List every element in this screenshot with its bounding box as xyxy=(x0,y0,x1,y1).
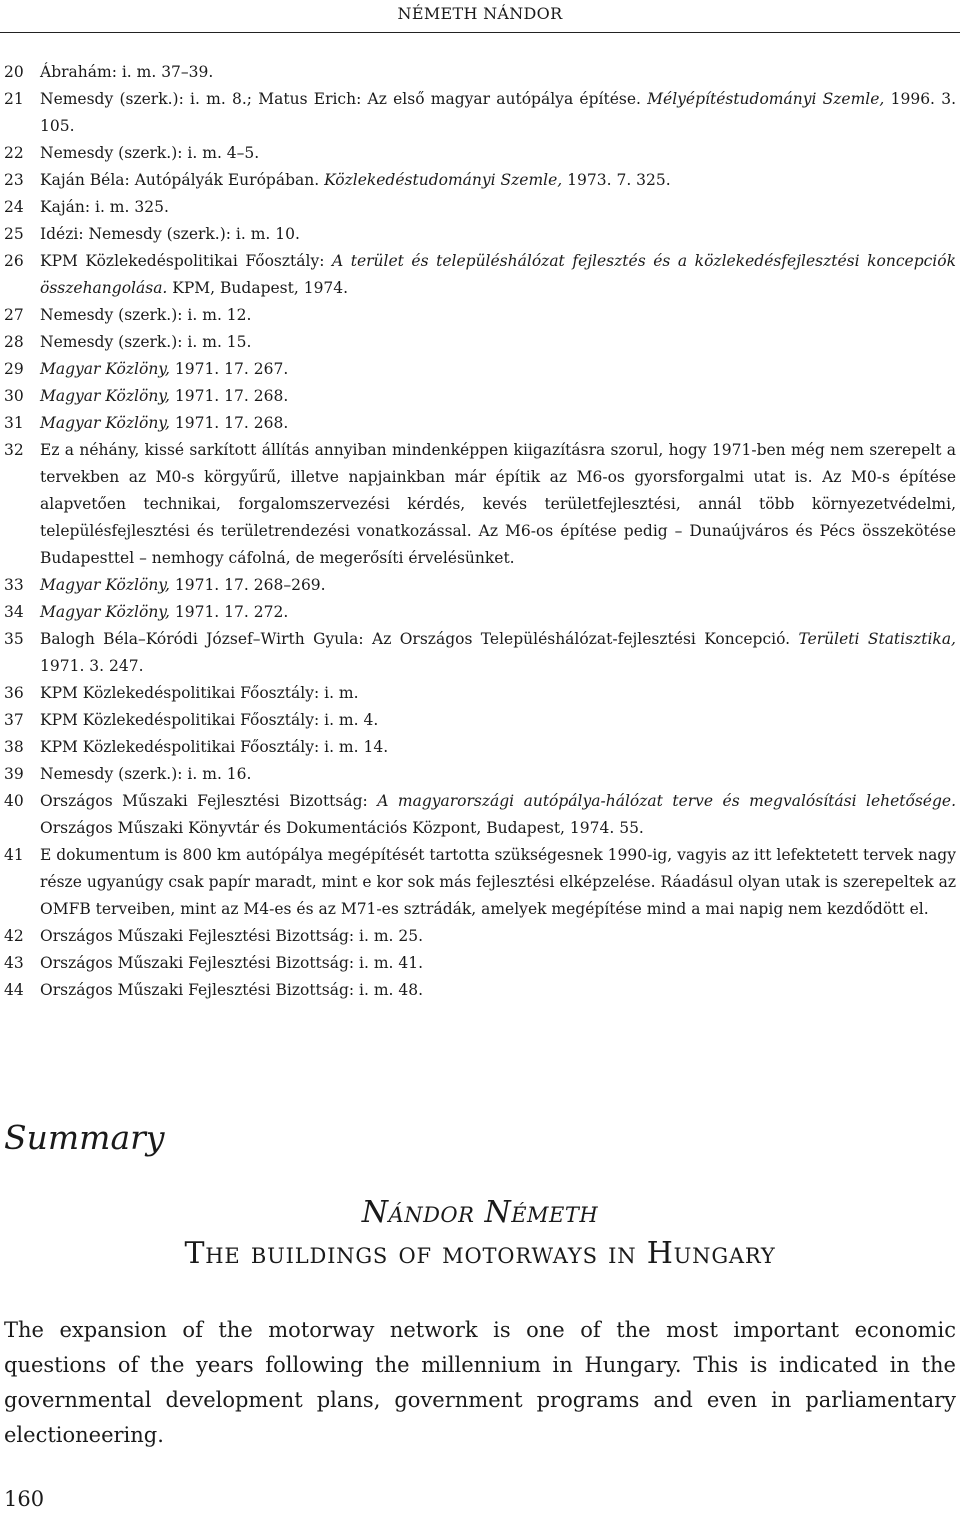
summary-author: Nándor Németh xyxy=(361,1195,599,1230)
endnote-text xyxy=(40,734,956,761)
endnote-item xyxy=(4,761,956,788)
endnote-number: 26 xyxy=(4,252,24,270)
endnote-number: 32 xyxy=(4,441,24,459)
endnote-segment: KPM Közlekedéspolitikai Főosztály: i. m. xyxy=(40,684,359,702)
endnote-number: 28 xyxy=(4,333,24,351)
endnote-item xyxy=(4,140,956,167)
endnote-number: 25 xyxy=(4,225,24,243)
endnote-item xyxy=(4,950,956,977)
endnote-text xyxy=(40,761,956,788)
endnote-segment: Ez a néhány, kissé sarkított állítás annyiban mindenképpen kiigazításra szorul, hogy 1971-ben még nem szerepelt a tervekben az M0-s körgyűrű, illetve napjainkban már építik az M6-os gyorsforgalmi utat is. Az M0-s építése alapvetően technikai, forgalomszervezési kérdés, kevés területfejlesztési, annál több környezetvédelmi, településfejlesztési és területrendezési vonatkozással. Az M6-os építése pedig – Dunaújváros és Pécs összekötése Budapesttel – nemhogy cáfolná, de megerősíti érvelésünket. xyxy=(40,441,956,567)
endnote-number: 24 xyxy=(4,198,24,216)
endnote-item xyxy=(4,86,956,140)
endnote-item xyxy=(4,572,956,599)
endnote-text xyxy=(40,248,956,302)
endnote-number: 34 xyxy=(4,603,24,621)
endnote-number: 35 xyxy=(4,630,24,648)
endnote-italic-segment: A magyarországi autópálya-hálózat terve és megvalósítási lehetősége. xyxy=(377,792,956,810)
endnote-text xyxy=(40,680,956,707)
endnote-number: 29 xyxy=(4,360,24,378)
endnote-segment: 1971. 3. 247. xyxy=(40,657,144,675)
endnote-segment: Nemesdy (szerk.): i. m. 12. xyxy=(40,306,252,324)
endnote-item xyxy=(4,329,956,356)
endnote-item xyxy=(4,356,956,383)
endnote-text xyxy=(40,302,956,329)
endnote-item xyxy=(4,59,956,86)
endnote-text xyxy=(40,437,956,572)
endnote-segment: Nemesdy (szerk.): i. m. 15. xyxy=(40,333,252,351)
endnote-number: 39 xyxy=(4,765,24,783)
endnote-item xyxy=(4,842,956,923)
endnote-italic-segment: Területi Statisztika, xyxy=(798,630,956,648)
page-number: 160 xyxy=(4,1487,45,1511)
endnote-segment: Országos Műszaki Fejlesztési Bizottság: i. m. 48. xyxy=(40,981,424,999)
endnote-item xyxy=(4,167,956,194)
endnote-segment: Nemesdy (szerk.): i. m. 16. xyxy=(40,765,252,783)
endnote-segment: Országos Műszaki Fejlesztési Bizottság: xyxy=(40,792,378,810)
endnote-text xyxy=(40,86,956,140)
endnote-item xyxy=(4,221,956,248)
endnote-segment: Balogh Béla–Kóródi József–Wirth Gyula: Az Országos Településhálózat-fejlesztési Koncepció. xyxy=(40,630,799,648)
endnote-number: 38 xyxy=(4,738,24,756)
endnote-number: 42 xyxy=(4,927,24,945)
endnote-item xyxy=(4,734,956,761)
summary-heading: Summary xyxy=(4,1118,165,1157)
endnote-segment: 1996. 3. 105. xyxy=(40,90,956,135)
endnote-text xyxy=(40,977,956,1004)
summary-abstract: The expansion of the motorway network is one of the most important economic questions of the years following the millennium in Hungary. This is indicated in the governmental development plans, government programs and even in parliamentary electioneering. xyxy=(4,1318,956,1447)
endnote-item xyxy=(4,410,956,437)
endnote-text xyxy=(40,329,956,356)
endnote-text xyxy=(40,59,956,86)
endnote-number: 40 xyxy=(4,792,24,810)
endnote-segment: Idézi: Nemesdy (szerk.): i. m. 10. xyxy=(40,225,300,243)
endnote-number: 21 xyxy=(4,90,24,108)
endnote-text xyxy=(40,140,956,167)
endnote-segment: Kaján: i. m. 325. xyxy=(40,198,169,216)
endnote-item xyxy=(4,977,956,1004)
endnote-text xyxy=(40,950,956,977)
endnote-number: 41 xyxy=(4,846,24,864)
endnote-text xyxy=(40,383,956,410)
endnote-text xyxy=(40,707,956,734)
endnote-text xyxy=(40,923,956,950)
endnote-segment: Országos Műszaki Fejlesztési Bizottság: i. m. 41. xyxy=(40,954,424,972)
endnote-item xyxy=(4,680,956,707)
endnote-number: 22 xyxy=(4,144,24,162)
endnote-italic-segment: Mélyépítéstudományi Szemle, xyxy=(647,90,885,108)
endnote-item xyxy=(4,923,956,950)
endnote-text xyxy=(40,221,956,248)
endnote-text xyxy=(40,572,956,599)
endnote-segment: 1971. 17. 268. xyxy=(169,414,289,432)
running-head: NÉMETH NÁNDOR xyxy=(397,4,563,23)
endnote-italic-segment: A terület és településhálózat fejlesztés és a közlekedésfejlesztési koncepciók összehangolása. xyxy=(40,252,956,297)
endnote-item xyxy=(4,302,956,329)
endnote-item xyxy=(4,788,956,842)
endnote-number: 27 xyxy=(4,306,24,324)
endnote-text xyxy=(40,194,956,221)
endnote-segment: 1973. 7. 325. xyxy=(562,171,671,189)
endnote-item xyxy=(4,194,956,221)
endnote-number: 33 xyxy=(4,576,24,594)
endnote-segment: Országos Műszaki Fejlesztési Bizottság: i. m. 25. xyxy=(40,927,424,945)
endnote-number: 23 xyxy=(4,171,24,189)
endnote-text xyxy=(40,842,956,923)
endnote-item xyxy=(4,707,956,734)
endnote-segment: 1971. 17. 267. xyxy=(169,360,289,378)
endnote-italic-segment: Magyar Közlöny, xyxy=(40,603,170,621)
endnote-text xyxy=(40,167,956,194)
endnote-italic-segment: Magyar Közlöny, xyxy=(40,387,170,405)
endnotes-list xyxy=(4,59,956,1004)
endnote-segment: 1971. 17. 272. xyxy=(169,603,289,621)
endnote-segment: 1971. 17. 268–269. xyxy=(169,576,326,594)
endnote-segment: 1971. 17. 268. xyxy=(169,387,289,405)
endnote-segment: Országos Műszaki Könyvtár és Dokumentációs Központ, Budapest, 1974. 55. xyxy=(40,819,644,837)
endnote-item xyxy=(4,437,956,572)
endnote-text xyxy=(40,599,956,626)
endnote-item xyxy=(4,248,956,302)
endnote-item xyxy=(4,599,956,626)
endnote-number: 43 xyxy=(4,954,24,972)
endnote-segment: KPM Közlekedéspolitikai Főosztály: i. m. 14. xyxy=(40,738,389,756)
endnote-italic-segment: Magyar Közlöny, xyxy=(40,360,170,378)
endnote-item xyxy=(4,383,956,410)
endnote-number: 30 xyxy=(4,387,24,405)
endnote-number: 20 xyxy=(4,63,24,81)
endnote-italic-segment: Magyar Közlöny, xyxy=(40,414,170,432)
endnote-number: 36 xyxy=(4,684,24,702)
endnote-segment: Ábrahám: i. m. 37–39. xyxy=(40,63,214,81)
summary-title: The buildings of motorways in Hungary xyxy=(184,1236,776,1271)
endnote-italic-segment: Közlekedéstudományi Szemle, xyxy=(324,171,563,189)
endnote-segment: KPM Közlekedéspolitikai Főosztály: i. m. 4. xyxy=(40,711,379,729)
endnote-segment: Kaján Béla: Autópályák Európában. xyxy=(40,171,325,189)
endnote-number: 37 xyxy=(4,711,24,729)
endnote-segment: KPM, Budapest, 1974. xyxy=(167,279,349,297)
endnote-italic-segment: Magyar Közlöny, xyxy=(40,576,170,594)
endnote-segment: KPM Közlekedéspolitikai Főosztály: xyxy=(40,252,332,270)
endnote-text xyxy=(40,788,956,842)
endnote-text xyxy=(40,356,956,383)
endnote-text xyxy=(40,626,956,680)
endnote-text xyxy=(40,410,956,437)
endnote-item xyxy=(4,626,956,680)
endnote-segment: E dokumentum is 800 km autópálya megépítését tartotta szükségesnek 1990-ig, vagyis az itt lefektetett tervek nagy része ugyanúgy csak papír maradt, mint e kor sok más fejlesztési elképzelése. Ráadásul olyan utak is szerepeltek az OMFB terveiben, mint az M4-es és az M71-es sztrádák, amelyek megépítése mind a mai napig nem kezdődött el. xyxy=(40,846,956,918)
endnote-number: 44 xyxy=(4,981,24,999)
endnote-segment: Nemesdy (szerk.): i. m. 8.; Matus Erich: Az első magyar autópálya építése. xyxy=(40,90,648,108)
endnote-segment: Nemesdy (szerk.): i. m. 4–5. xyxy=(40,144,260,162)
endnote-number: 31 xyxy=(4,414,24,432)
header-rule xyxy=(0,32,960,33)
